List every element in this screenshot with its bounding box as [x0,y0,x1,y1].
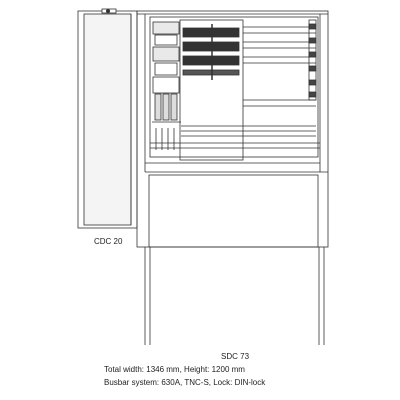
busbar-spec-text: Busbar system: 630A, TNC-S, Lock: DIN-lock [104,378,266,387]
sdc-lower-cover [149,175,318,247]
terminal-2 [309,38,316,43]
device-breaker-3 [171,94,177,120]
terminal-strip-frame [309,20,316,100]
cdc-door-panel [84,14,131,225]
cdc-label: CDC 20 [94,237,123,246]
device-block-low [153,77,179,93]
device-block-top-2 [155,35,177,45]
terminal-5 [309,80,316,85]
busbar-clamp-1 [183,28,239,37]
device-block-mid-2 [155,63,177,75]
busbar-panel [180,20,243,160]
cdc-cabinet [78,9,137,228]
device-column [152,22,181,150]
busbar-clamp-4 [183,70,239,75]
terminal-1 [309,24,316,29]
dimensions-text: Total width: 1346 mm, Height: 1200 mm [104,365,245,374]
terminal-strip [309,20,316,100]
terminal-6 [309,92,316,97]
terminal-3 [309,52,316,57]
cdc-lock-icon [106,9,109,12]
busbar-clamp-2 [183,42,239,51]
terminal-4 [309,66,316,71]
device-block-top [153,22,179,34]
sdc-label: SDC 73 [221,352,250,361]
busbar-clamp-3 [183,56,239,65]
device-breaker-1 [155,94,161,120]
device-block-mid [153,47,179,61]
device-breaker-2 [163,94,169,120]
